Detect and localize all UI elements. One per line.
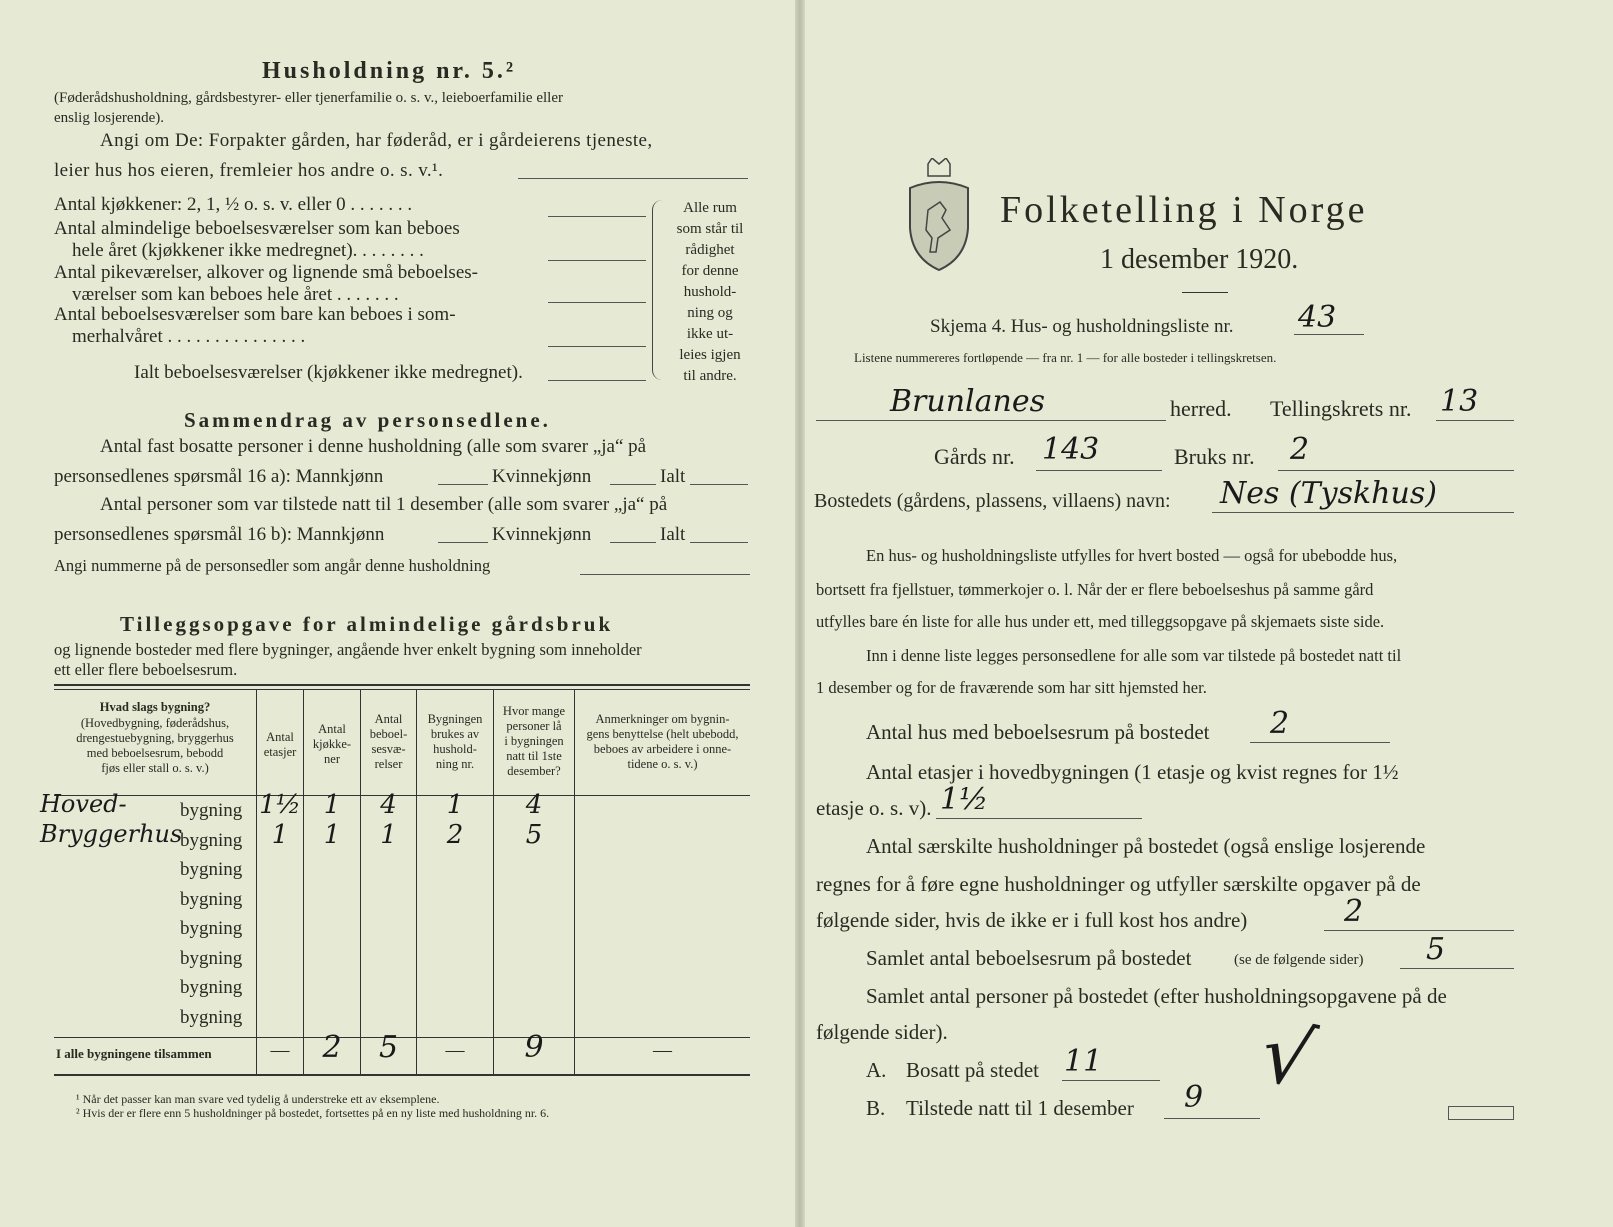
household-intro-line-2: enslig losjerende). [54,110,164,126]
cell-personer[interactable]: 5 [525,819,543,850]
q-households-value[interactable]: 2 [1344,894,1364,929]
q-floors-1: Antal etasjer i hovedbygningen (1 etasje og kvist regnes for 1½ [866,760,1399,784]
b-label: B. [866,1096,886,1120]
summary-female-2: Kvinnekjønn [492,524,592,545]
cell-etasjer[interactable]: 1½ [259,790,301,820]
instruction-2: bortsett fra fjellstuer, tømmerkojer o. l. Når der er flere beboelseshus på samme gård [816,580,1374,599]
q-rooms-note: (se de følgende sider) [1234,952,1364,968]
instruction-1: En hus- og husholdningsliste utfylles for hvert bosted — også for ubebodde hus, [866,546,1398,565]
supplement-text-1: og lignende bosteder med flere bygninger, angående hver enkelt bygning som inneholder [54,640,642,659]
coat-of-arms-icon [906,158,972,274]
household-title: Husholdning nr. 5.² [262,58,517,84]
supplement-text-2: ett eller flere beboelsesrum. [54,660,238,679]
gards-value[interactable]: 143 [1042,432,1100,467]
bruks-label: Bruks nr. [1174,444,1255,469]
q-rooms: Samlet antal beboelsesrum på bostedet [866,946,1192,970]
building-name[interactable]: Bryggerhus [40,819,183,848]
instruction-3: utfylles bare én liste for alle hus under ett, med tilleggsopgave på skjemaets siste side. [816,612,1385,631]
schema-note: Listene nummereres fortløpende — fra nr. 1 — for alle bosteder i tellingskretsen. [854,350,1277,365]
building-name[interactable]: Hoved- [40,790,127,818]
left-page [0,0,800,1227]
cell-husholdning[interactable]: 2 [446,819,464,850]
table-header-remarks: Anmerkninger om bygnin- gens benyttelse (helt ubebodd, beboes av arbeidere i onne- tidene o. s. v.) [586,712,739,771]
table-header-type-title: Hvad slags bygning? [99,700,211,714]
rooms-summer-cont: merhalvåret . . . . . . . . . . . . . . . [72,326,306,347]
census-date: 1 desember 1920. [1100,244,1299,275]
summary-line-2: personsedlenes spørsmål 16 a): Mannkjønn [54,466,384,487]
instruction-4: Inn i denne liste legges personsedlene for alle som var tilstede på bostedet natt til [866,646,1402,665]
total-household: — [445,1040,465,1061]
a-value[interactable]: 11 [1064,1044,1103,1079]
footnote-1: ¹ Når det passer kan man svare ved tydelig å understreke ett av eksemplene. [76,1092,440,1106]
table-header-type: (Hovedbygning, føderådshus, drengestuebygning, bryggerhus med beboelsesrum, bebodd fjøs eller stall o. s. v.) [76,716,234,775]
cell-personer[interactable]: 4 [525,790,543,820]
census-title: Folketelling i Norge [1000,189,1368,231]
herred-value[interactable]: Brunlanes [890,384,1045,419]
printer-stamp [1448,1106,1514,1120]
table-total-label: I alle bygningene tilsammen [56,1046,212,1061]
total-kitchens: 2 [322,1030,342,1065]
building-suffix: bygning [180,888,243,910]
q-houses: Antal hus med beboelsesrum på bostedet [866,720,1210,744]
building-suffix: bygning [180,1006,243,1028]
herred-label: herred. [1170,396,1232,421]
tenure-question-line-2: leier hus hos eieren, fremleier hos andre o. s. v.¹. [54,160,444,181]
building-suffix: bygning [180,800,243,821]
q-persons-2: følgende sider). [816,1020,948,1044]
building-suffix: bygning [180,918,243,939]
building-suffix: bygning [180,829,243,851]
b-value[interactable]: 9 [1184,1080,1204,1115]
tellingskrets-label: Tellingskrets nr. [1270,396,1412,421]
rooms-ordinary: Antal almindelige beboelsesværelser som kan beboes [54,218,460,239]
q-households-1: Antal særskilte husholdninger på bostedet (også enslige losjerende [866,834,1426,858]
q-floors-2: etasje o. s. v). [816,796,932,820]
building-suffix: bygning [180,947,243,969]
total-persons: 9 [524,1030,544,1065]
gards-label: Gårds nr. [934,444,1015,469]
q-persons-1: Samlet antal personer på bostedet (efter husholdningsopgavene på de [866,984,1447,1008]
rooms-small-cont: værelser som kan beboes hele året . . . . . . . [72,284,399,305]
total-floors: — [270,1040,290,1061]
rooms-small: Antal pikeværelser, alkover og lignende små beboelses- [54,262,478,283]
q-rooms-value[interactable]: 5 [1426,932,1446,967]
household-intro-line-1: (Føderådshusholdning, gårdsbestyrer- eller tjenerfamilie o. s. v., leieboerfamilie eller [54,90,563,106]
right-page [800,0,1613,1227]
cell-kjokkener[interactable]: 1 [323,790,341,820]
a-label: A. [866,1058,887,1082]
table-header-persons: Hvor mange personer lå i bygningen natt til 1ste desember? [502,704,566,778]
rooms-total: Ialt beboelsesværelser (kjøkkener ikke medregnet). [134,362,523,383]
bosted-value[interactable]: Nes (Tyskhus) [1220,476,1437,511]
tellingskrets-value[interactable]: 13 [1440,384,1479,419]
building-suffix: bygning [180,859,243,880]
summary-female: Kvinnekjønn [492,466,592,487]
summary-total-2: Ialt [660,524,686,545]
total-rooms: 5 [378,1030,399,1065]
bosted-label: Bostedets (gårdens, plassens, villaens) navn: [814,490,1171,512]
footnote-2: ² Hvis der er flere enn 5 husholdninger på bostedet, fortsettes på en ny liste med husholdning nr. 6. [76,1106,550,1120]
a-text: Bosatt på stedet [906,1058,1039,1082]
side-note: Alle rum som står til rådighet for denne hushold- ning og ikke ut- leies igjen til andre. [676,200,744,384]
rooms-kitchens: Antal kjøkkener: 2, 1, ½ o. s. v. eller 0 . . . . . . . [54,194,413,215]
cell-husholdning[interactable]: 1 [446,790,464,820]
table-header-rooms: Antal beboel- sesvæ- relser [369,712,408,771]
summary-title: Sammendrag av personsedlene. [184,408,551,432]
bruks-value[interactable]: 2 [1290,432,1310,467]
cell-etasjer[interactable]: 1 [271,819,289,850]
summary-line-1: Antal fast bosatte personer i denne husholdning (alle som svarer „ja“ på [100,436,647,457]
supplement-title: Tilleggsopgave for almindelige gårdsbruk [120,612,614,636]
tenure-question-line-1: Angi om De: Forpakter gården, har føderåd, er i gårdeierens tjeneste, [100,130,653,151]
building-suffix: bygning [180,977,243,998]
cell-vaerelser[interactable]: 4 [380,790,397,820]
q-houses-value[interactable]: 2 [1270,706,1290,741]
summary-total: Ialt [660,466,686,487]
rooms-ordinary-cont: hele året (kjøkkener ikke medregnet). . . . . . . . [72,240,424,261]
rooms-summer: Antal beboelsesværelser som bare kan beboes i som- [54,304,456,325]
list-number[interactable]: 43 [1298,300,1337,335]
summary-line-4: personsedlenes spørsmål 16 b): Mannkjønn [54,524,385,545]
table-header-floors: Antal etasjer [263,730,297,759]
schema-line: Skjema 4. Hus- og husholdningsliste nr. [930,316,1234,337]
cell-kjokkener[interactable]: 1 [323,819,341,850]
q-households-3: følgende sider, hvis de ikke er i full kost hos andre) [816,908,1248,932]
summary-numbers: Angi nummerne på de personsedler som angår denne husholdning [54,556,491,575]
summary-line-3: Antal personer som var tilstede natt til 1 desember (alle som svarer „ja“ på [100,494,668,515]
table-header-kitchens: Antal kjøkke- ner [312,722,352,766]
check-mark: √ [1252,1005,1323,1108]
instruction-5: 1 desember og for de fraværende som har sitt hjemsted her. [816,678,1207,697]
q-households-2: regnes for å føre egne husholdninger og utfyller særskilte opgaver på de [816,872,1421,896]
cell-vaerelser[interactable]: 1 [380,819,397,850]
total-remarks: — [653,1040,672,1061]
table-header-household: Bygningen brukes av hushold- ning nr. [427,712,483,771]
q-floors-value[interactable]: 1½ [940,782,989,817]
b-text: Tilstede natt til 1 desember [906,1096,1134,1120]
